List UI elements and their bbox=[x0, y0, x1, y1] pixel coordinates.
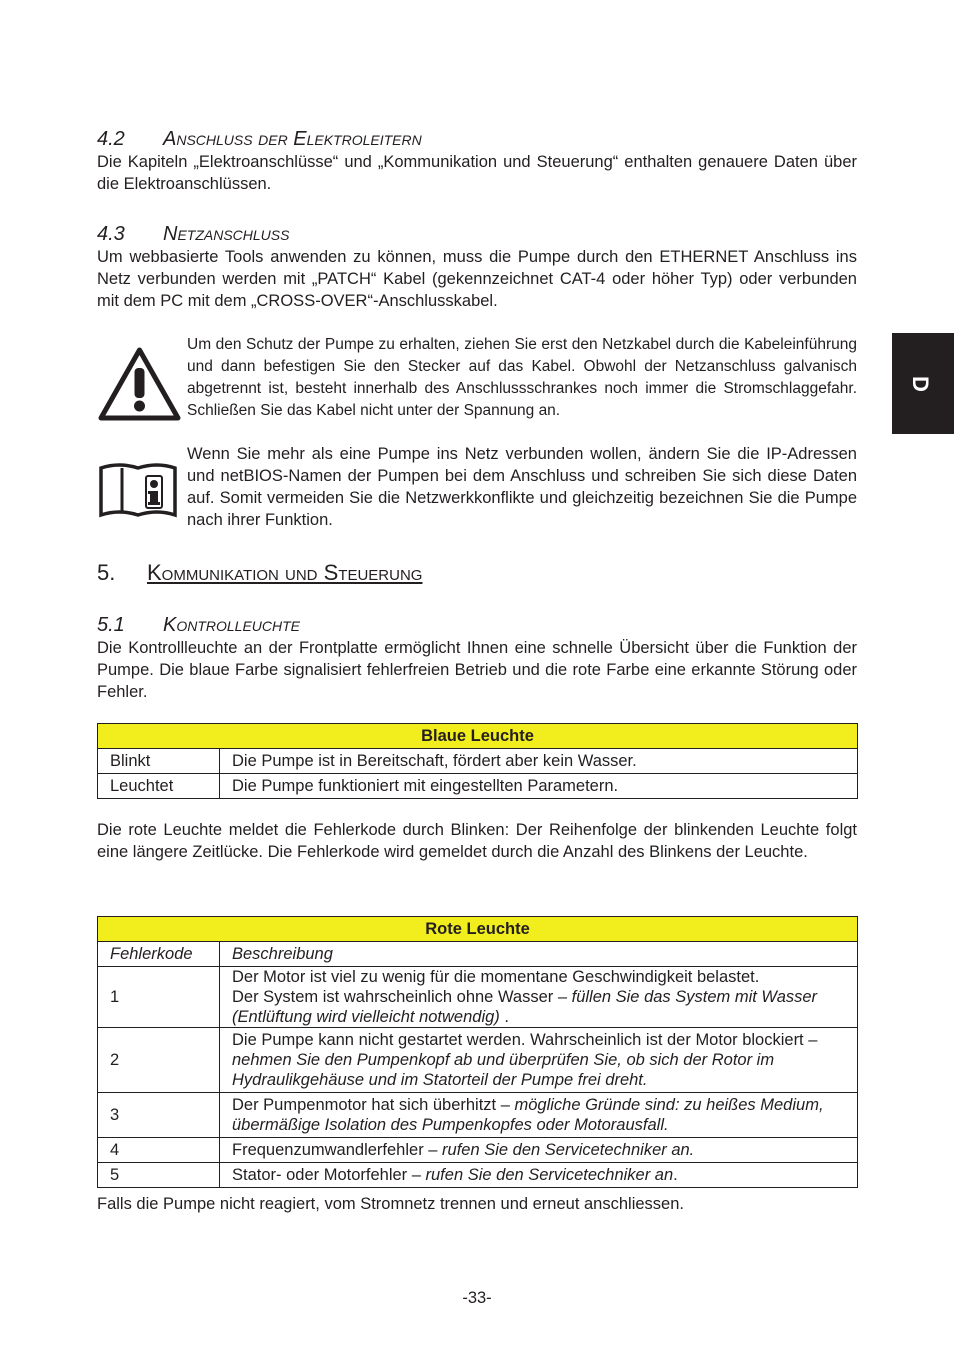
description-tail: . bbox=[673, 1166, 678, 1184]
section-4-3 bbox=[97, 222, 857, 312]
table-header: Blaue Leuchte bbox=[98, 724, 858, 749]
column-header-row bbox=[98, 942, 858, 967]
section-number: 5.1 bbox=[97, 614, 125, 636]
chapter-heading bbox=[97, 560, 857, 586]
language-tab-label: D bbox=[907, 376, 933, 392]
warning-triangle-icon bbox=[97, 346, 182, 422]
code-cell: 4 bbox=[98, 1138, 220, 1163]
chapter-5 bbox=[97, 560, 857, 586]
blue-light-table-wrap bbox=[97, 723, 857, 799]
table-row bbox=[98, 1093, 858, 1138]
table-row bbox=[98, 1028, 858, 1093]
description-cell: Die Pumpe funktioniert mit eingestellten Parametern. bbox=[220, 774, 858, 799]
description-cell bbox=[220, 1028, 858, 1093]
description-cell bbox=[220, 1138, 858, 1163]
page-number: -33- bbox=[462, 1289, 492, 1307]
description-line bbox=[232, 987, 845, 1027]
section-number: 4.3 bbox=[97, 223, 125, 245]
description-plain: Die Pumpe kann nicht gestartet werden. Wahrscheinlich ist der Motor blockiert – bbox=[232, 1031, 818, 1049]
description-cell bbox=[220, 1163, 858, 1188]
description-plain: Frequenzumwandlerfehler – bbox=[232, 1141, 443, 1159]
column-header-description: Beschreibung bbox=[220, 942, 858, 967]
section-heading bbox=[97, 127, 857, 151]
description-cell bbox=[220, 1093, 858, 1138]
description-plain: Stator- oder Motorfehler – bbox=[232, 1166, 426, 1184]
table-header-row bbox=[98, 917, 858, 942]
section-4-2 bbox=[97, 127, 857, 195]
section-heading bbox=[97, 613, 857, 637]
code-cell: 3 bbox=[98, 1093, 220, 1138]
footer-text: Falls die Pumpe nicht reagiert, vom Stromnetz trennen und erneut anschliessen. bbox=[97, 1195, 684, 1213]
section-5-1 bbox=[97, 613, 857, 703]
warning-text: Um den Schutz der Pumpe zu erhalten, ziehen Sie erst den Netzkabel durch die Kabeleinführung und dann befestigen Sie den Stecker auf das Kabel. Obwohl der Netzanschluss galvanisch abgetrennt ist, besteht innerhalb des Anschlussschrankes noch immer die Stromschlaggefahr. Schließen Sie das Kabel nicht unter der Spannung an. bbox=[187, 336, 857, 419]
section-title: Kontrolleuchte bbox=[163, 614, 301, 636]
table-header-row bbox=[98, 724, 858, 749]
description-plain: Der Pumpenmotor hat sich überhitzt – bbox=[232, 1096, 515, 1114]
table-row bbox=[98, 967, 858, 1028]
section-number: 4.2 bbox=[97, 128, 125, 150]
info-text: Wenn Sie mehr als eine Pumpe ins Netz verbunden wollen, ändern Sie die IP-Adressen und netBIOS-Namen der Pumpen bei dem Anschluss und schreiben Sie sich diese Daten auf. Somit vermeiden Sie die Netzwerkkonflikte und gleichzeitig bezeichnen Sie die Pumpe nach ihrer Funktion. bbox=[187, 445, 857, 529]
language-tab bbox=[892, 333, 954, 434]
table-row bbox=[98, 774, 858, 799]
red-light-table-wrap bbox=[97, 916, 857, 1188]
code-cell: 5 bbox=[98, 1163, 220, 1188]
red-light-table bbox=[97, 916, 858, 1188]
code-cell: 2 bbox=[98, 1028, 220, 1093]
table-row bbox=[98, 1138, 858, 1163]
section-text: Um webbasierte Tools anwenden zu können, muss die Pumpe durch den ETHERNET Anschluss ins Netz verbunden werden mit „PATCH“ Kabel (gekennzeichnet CAT-4 oder höher Typ) oder verbunden mit dem PC mit dem „CROSS-OVER“-Anschlusskabel. bbox=[97, 248, 857, 310]
table-row bbox=[98, 749, 858, 774]
section-title: Netzanschluss bbox=[163, 223, 290, 245]
section-text: Die Kapiteln „Elektroanschlüsse“ und „Kommunikation und Steuerung“ enthalten genauere Daten über die Elektroanschlüssen. bbox=[97, 153, 857, 193]
description-italic: rufen Sie den Servicetechniker an. bbox=[442, 1141, 695, 1159]
description-italic: füllen Sie das System mit Wasser (Entlüftung wird vielleicht notwendig) bbox=[232, 988, 818, 1026]
section-heading bbox=[97, 222, 857, 246]
chapter-number: 5. bbox=[97, 560, 116, 585]
description-tail: . bbox=[499, 1008, 509, 1026]
blue-light-table bbox=[97, 723, 858, 799]
column-header-code: Fehlerkode bbox=[98, 942, 220, 967]
description-cell: Die Pumpe ist in Bereitschaft, fördert aber kein Wasser. bbox=[220, 749, 858, 774]
description-italic: rufen Sie den Servicetechniker an bbox=[425, 1166, 674, 1184]
description-plain: Der System ist wahrscheinlich ohne Wasser – bbox=[232, 988, 572, 1006]
description-cell bbox=[220, 967, 858, 1028]
footer-note bbox=[97, 1193, 857, 1215]
description-italic: mögliche Gründe sind: zu heißes Medium, übermäßige Isolation des Pumpenkopfes oder Motorausfall. bbox=[232, 1096, 824, 1134]
section-text: Die Kontrollleuchte an der Frontplatte ermöglicht Ihnen eine schnelle Übersicht über die Funktion der Pumpe. Die blaue Farbe signalisiert fehlerfreien Betrieb und die rote Farbe eine erkannte Störung oder Fehler. bbox=[97, 639, 857, 701]
chapter-title: Kommunikation und Steuerung bbox=[147, 560, 423, 585]
section-title: Anschluss der Elektroleitern bbox=[163, 128, 422, 150]
table-header: Rote Leuchte bbox=[98, 917, 858, 942]
description-italic: nehmen Sie den Pumpenkopf ab und überprüfen Sie, ob sich der Rotor im Hydraulikgehäuse und im Statorteil der Pumpe frei dreht. bbox=[232, 1051, 775, 1089]
info-manual-icon bbox=[97, 460, 179, 520]
info-note bbox=[187, 443, 857, 531]
code-cell: 1 bbox=[98, 967, 220, 1028]
table-row bbox=[98, 1163, 858, 1188]
red-light-text: Die rote Leuchte meldet die Fehlerkode durch Blinken: Der Reihenfolge der blinkenden Leuchte folgt eine längere Zeitlücke. Die Fehlerkode wird gemeldet durch die Anzahl des Blinkens der Leuchte. bbox=[97, 821, 857, 861]
red-light-intro bbox=[97, 819, 857, 863]
state-cell: Leuchtet bbox=[98, 774, 220, 799]
state-cell: Blinkt bbox=[98, 749, 220, 774]
description-line: Der Motor ist viel zu wenig für die momentane Geschwindigkeit belastet. bbox=[232, 968, 760, 986]
warning-note bbox=[187, 334, 857, 422]
